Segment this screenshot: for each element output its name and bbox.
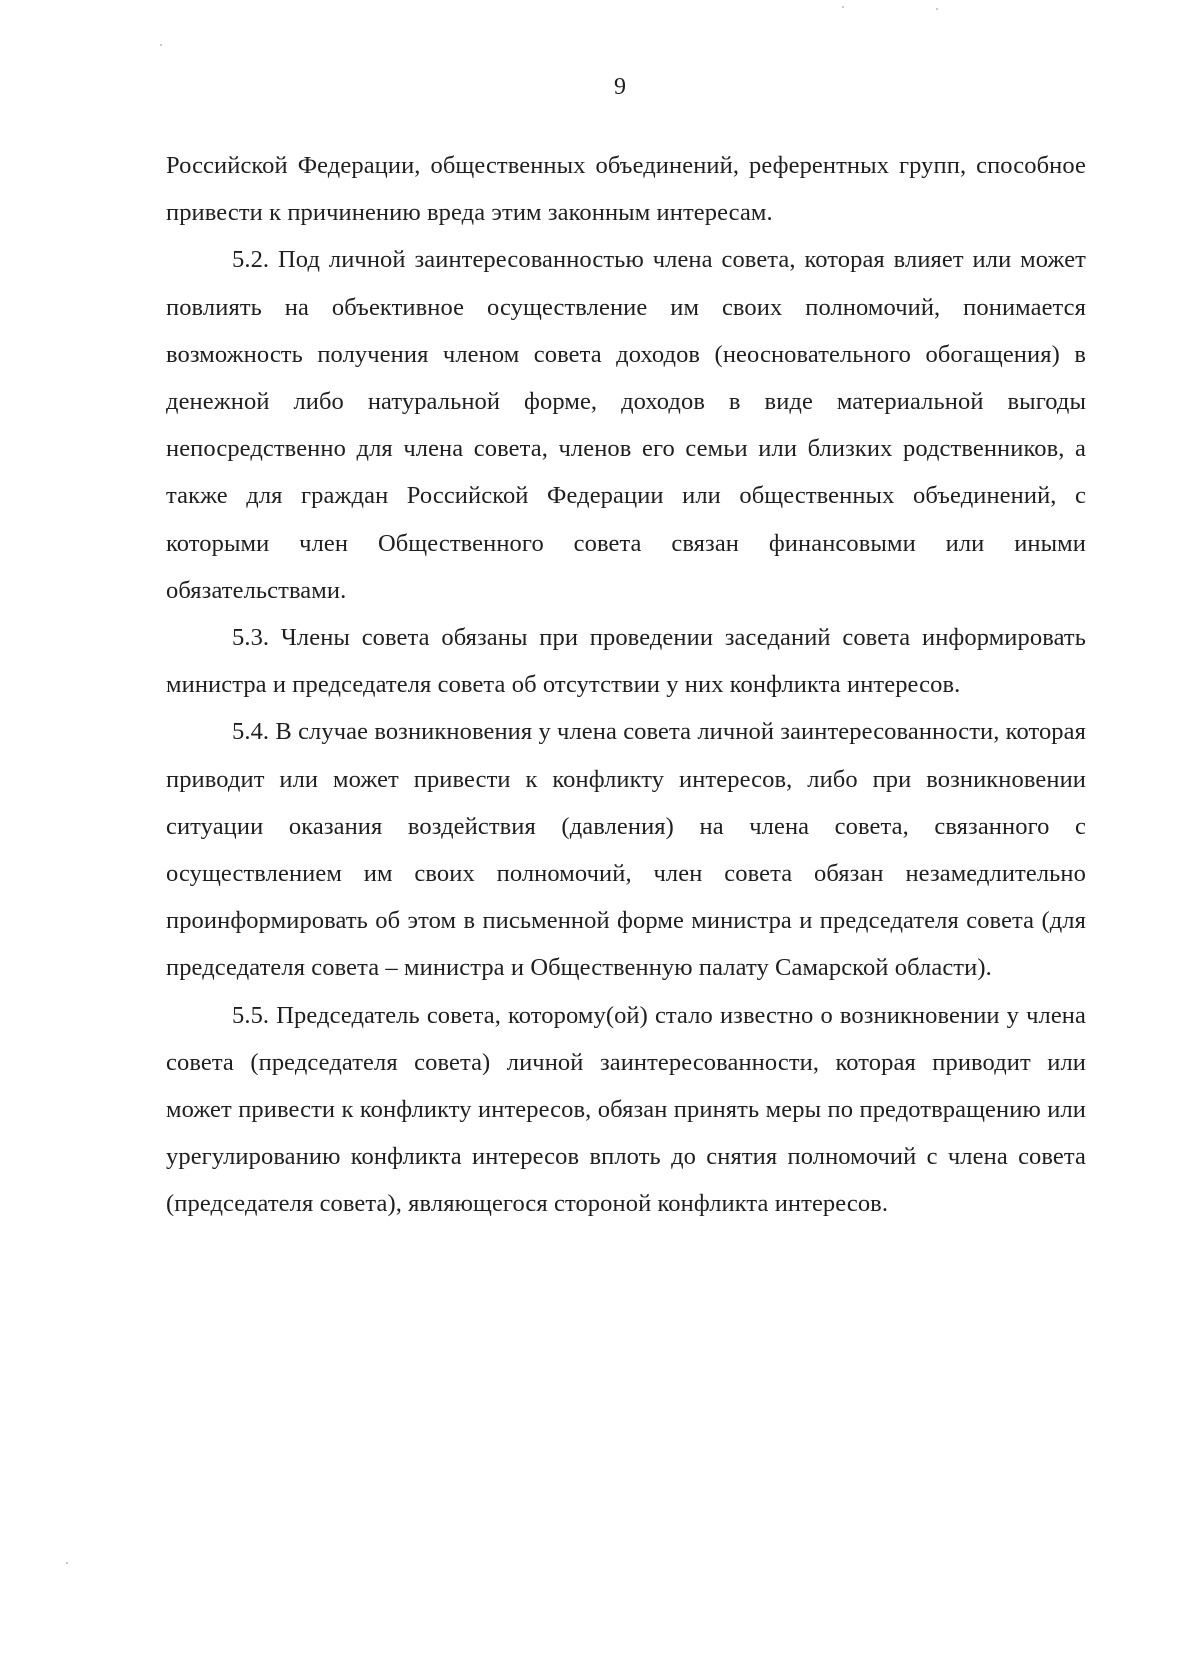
paragraph-continuation: Российской Федерации, общественных объединений, референтных групп, способное привести к причинению вреда этим законным интересам. <box>166 152 1086 227</box>
scan-speck <box>66 1562 68 1564</box>
scan-speck <box>842 6 844 8</box>
scan-speck <box>936 8 938 10</box>
paragraph-5-5: 5.5. Председатель совета, которому(ой) стало известно о возникновении у члена совета (председателя совета) личной заинтересованности, которая приводит или может привести к конфликту интересов, обязан принять меры по предотвращению или урегулированию конфликта интересов вплоть до снятия полномочий с члена совета (председателя совета), являющегося стороной конфликта интересов. <box>166 1001 1086 1218</box>
paragraph-5-3: 5.3. Члены совета обязаны при проведении заседаний совета информировать министра и председателя совета об отсутствии у них конфликта интересов. <box>166 624 1086 699</box>
scan-speck <box>160 44 162 46</box>
paragraph-5-4: 5.4. В случае возникновения у члена совета личной заинтересованности, которая приводит или может привести к конфликту интересов, либо при возникновении ситуации оказания воздействия (давления) на члена совета, связанного с осуществлением им своих полномочий, член совета обязан незамедлительно проинформировать об этом в письменной форме министра и председателя совета (для председателя совета – министра и Общественную палату Самарской области). <box>166 718 1086 982</box>
page-number: 9 <box>614 74 626 100</box>
body-text <box>166 142 1086 1228</box>
paragraph-5-2: 5.2. Под личной заинтересованностью члена совета, которая влияет или может повлиять на объективное осуществление им своих полномочий, понимается возможность получения членом совета доходов (неосновательного обогащения) в денежной либо натуральной форме, доходов в виде материальной выгоды непосредственно для члена совета, членов его семьи или близких родственников, а также для граждан Российской Федерации или общественных объединений, с которыми член Общественного совета связан финансовыми или иными обязательствами. <box>166 246 1086 604</box>
